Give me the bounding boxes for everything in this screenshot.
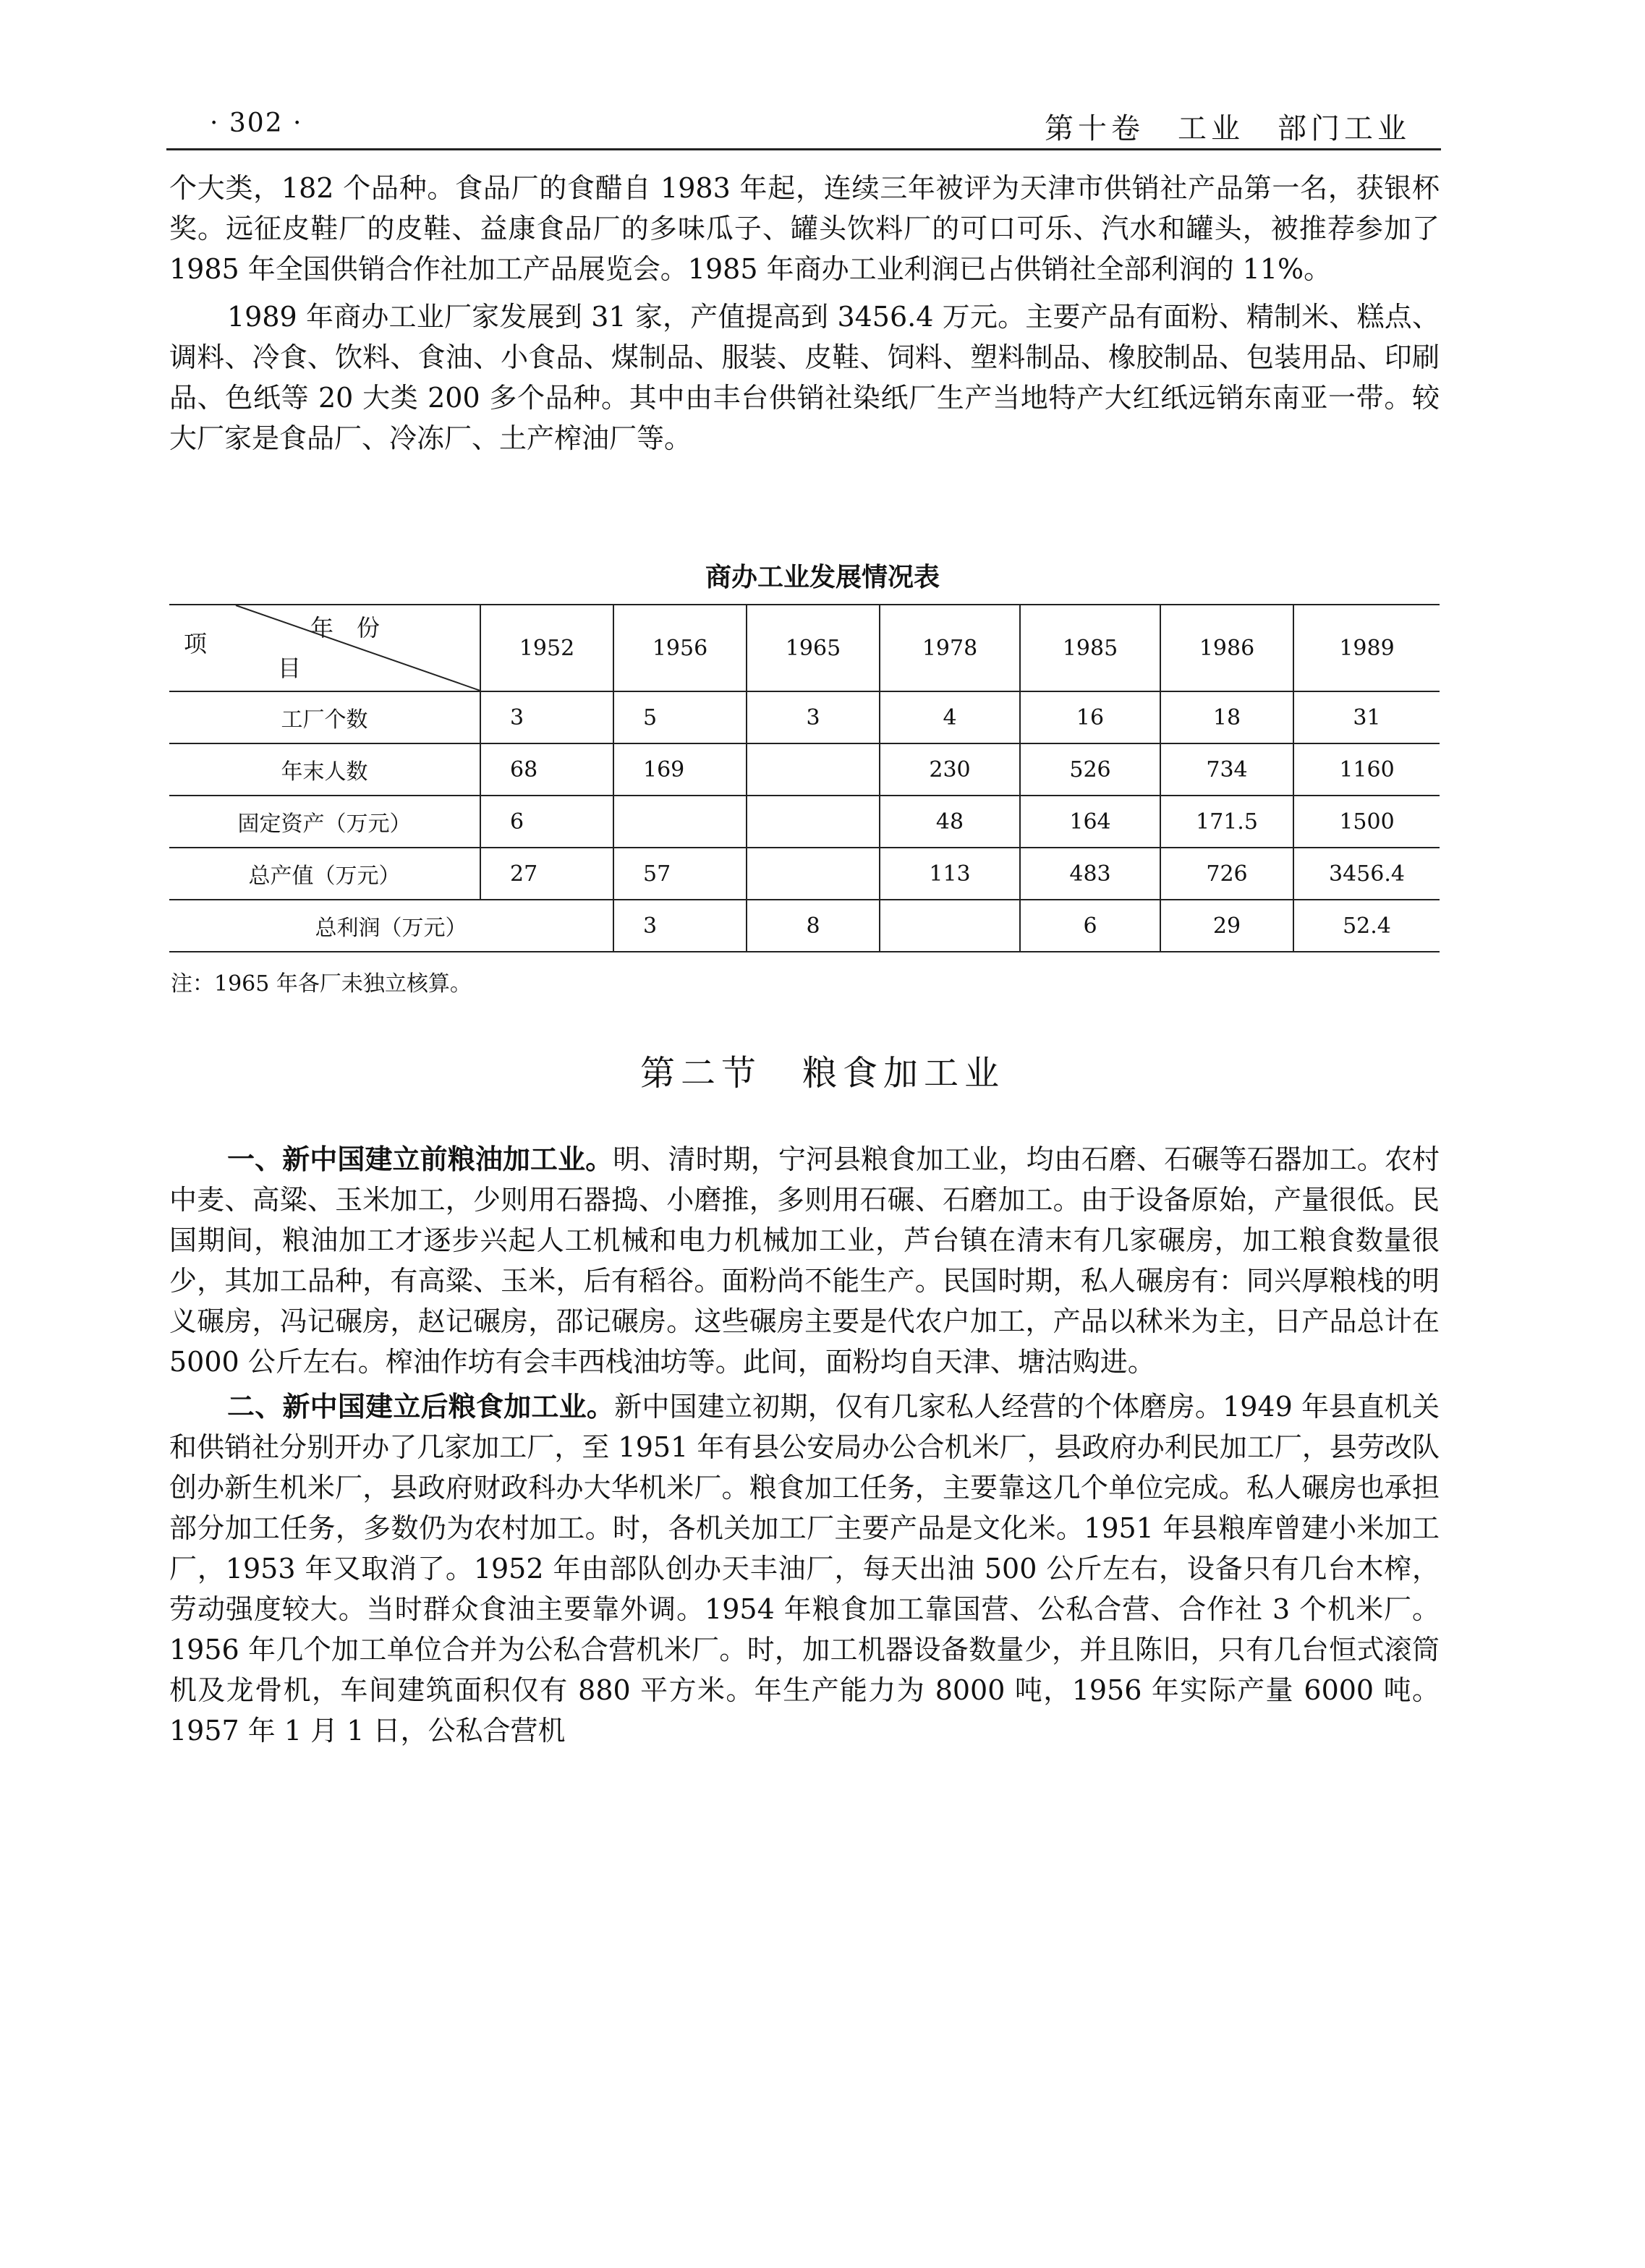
table-cell: 68 [480,743,613,796]
table-cell: 52.4 [1293,900,1440,952]
paragraph-lead: 一、新中国建立前粮油加工业。 [227,1143,613,1175]
table-row [169,743,1440,796]
paragraph-continued: 个大类，182 个品种。食品厂的食醋自 1983 年起，连续三年被评为天津市供销社产品第一名，获银杯奖。远征皮鞋厂的皮鞋、益康食品厂的多味瓜子、罐头饮料厂的可口可乐、汽水和罐头，被推荐参加了 1985 年全国供销合作社加工产品展览会。1985 年商办工业利润已占供销社全部利润的 11%。 [169,172,1440,285]
table-cell [613,796,747,848]
table-cell: 27 [480,848,613,900]
table-cell [747,848,880,900]
corner-year-label: 年 份 [310,614,381,641]
table-cell: 171.5 [1160,796,1293,848]
section-text-block [169,1139,1440,1751]
page-header [166,101,1440,152]
running-head: 第十卷 工业 部门工业 [1045,112,1411,145]
table-cell: 29 [1160,900,1293,952]
table-cell: 164 [1020,796,1160,848]
year-header: 1986 [1160,605,1293,691]
table-cell: 6 [480,796,613,848]
row-label: 总产值（万元） [169,848,480,900]
paragraph-lead: 二、新中国建立后粮食加工业。 [227,1391,615,1423]
table-cell: 113 [880,848,1020,900]
table-row [169,691,1440,743]
top-text-block [169,168,1440,459]
table-cell: 3456.4 [1293,848,1440,900]
paragraph-text: 新中国建立初期，仅有几家私人经营的个体磨房。1949 年县直机关和供销社分别开办了几家加工厂，至 1951 年有县公安局办公合机米厂，县政府办利民加工厂，县劳改队创办新生机米厂，县政府财政科办大华机米厂。粮食加工任务，主要靠这几个单位完成。私人碾房也承担部分加工任务，多数仍为农村加工。时，各机关加工厂主要产品是文化米。1951 年县粮库曾建小米加工厂，1953 年又取消了。1952 年由部队创办天丰油厂，每天出油 500 公斤左右，设备只有几台木榨，劳动强度较大。当时群众食油主要靠外调。1954 年粮食加工靠国营、公私合营、合作社 3 个机米厂。1956 年几个加工单位合并为公私合营机米厂。时，加工机器设备数量少，并且陈旧，只有几台恒式滚筒机及龙骨机，车间建筑面积仅有 880 平方米。年生产能力为 8000 吨，1956 年实际产量 6000 吨。1957 年 1 月 1 日，公私合营机 [169,1391,1440,1747]
table-cell: 16 [1020,691,1160,743]
stats-table [169,604,1440,952]
table-cell: 3 [747,691,880,743]
table-note: 注：1965 年各厂未独立核算。 [171,971,472,997]
table-cell: 48 [880,796,1020,848]
section-paragraph-2 [169,1386,1440,1751]
table-cell: 526 [1020,743,1160,796]
row-label: 固定资产（万元） [169,796,480,848]
corner-item-label: 项 [184,630,208,657]
table-cell: 57 [613,848,747,900]
row-label: 年末人数 [169,743,480,796]
header-rule [166,148,1441,150]
row-label: 工厂个数 [169,691,480,743]
section-title: 第二节 粮食加工业 [639,1053,1005,1094]
section-paragraph-1 [169,1139,1440,1382]
year-header: 1956 [613,605,747,691]
table-cell: 3 [480,691,613,743]
table-row [169,848,1440,900]
corner-item-label-2: 目 [278,655,302,682]
row-label: 总利润（万元） [169,900,613,952]
table-cell: 1160 [1293,743,1440,796]
table-cell: 169 [613,743,747,796]
table-cell: 734 [1160,743,1293,796]
year-header: 1985 [1020,605,1160,691]
year-header: 1952 [480,605,613,691]
table-cell: 3 [613,900,747,952]
paragraph-text: 明、清时期，宁河县粮食加工业，均由石磨、石碾等石器加工。农村中麦、高粱、玉米加工，少则用石器捣、小磨推，多则用石碾、石磨加工。由于设备原始，产量很低。民国期间，粮油加工才逐步兴起人工机械和电力机械加工业，芦台镇在清末有几家碾房，加工粮食数量很少，其加工品种，有高粱、玉米，后有稻谷。面粉尚不能生产。民国时期，私人碾房有：同兴厚粮栈的明义碾房，冯记碾房，赵记碾房，邵记碾房。这些碾房主要是代农户加工，产品以秫米为主，日产品总计在 5000 公斤左右。榨油作坊有会丰西栈油坊等。此间，面粉均自天津、塘沽购进。 [169,1143,1440,1378]
table-cell: 483 [1020,848,1160,900]
table-row [169,796,1440,848]
page-number: · 302 · [210,108,303,138]
table-cell: 18 [1160,691,1293,743]
table-cell: 230 [880,743,1020,796]
table-cell [747,796,880,848]
corner-cell [169,605,480,691]
table-title: 商办工业发展情况表 [705,563,940,592]
table-cell: 1500 [1293,796,1440,848]
table-cell: 8 [747,900,880,952]
year-header: 1965 [747,605,880,691]
year-header: 1978 [880,605,1020,691]
table-cell [880,900,1020,952]
year-header: 1989 [1293,605,1440,691]
paragraph-1989: 1989 年商办工业厂家发展到 31 家，产值提高到 3456.4 万元。主要产品有面粉、精制米、糕点、调料、冷食、饮料、食油、小食品、煤制品、服装、皮鞋、饲料、塑料制品、橡胶制品、包装用品、印刷品、色纸等 20 大类 200 多个品种。其中由丰台供销社染纸厂生产当地特产大红纸远销东南亚一带。较大厂家是食品厂、冷冻厂、土产榨油厂等。 [169,301,1440,454]
table-header-row [169,605,1440,691]
table-cell: 31 [1293,691,1440,743]
table-cell: 4 [880,691,1020,743]
table-cell [747,743,880,796]
table-cell: 5 [613,691,747,743]
table-row [169,900,1440,952]
table-cell: 6 [1020,900,1160,952]
table-cell: 726 [1160,848,1293,900]
